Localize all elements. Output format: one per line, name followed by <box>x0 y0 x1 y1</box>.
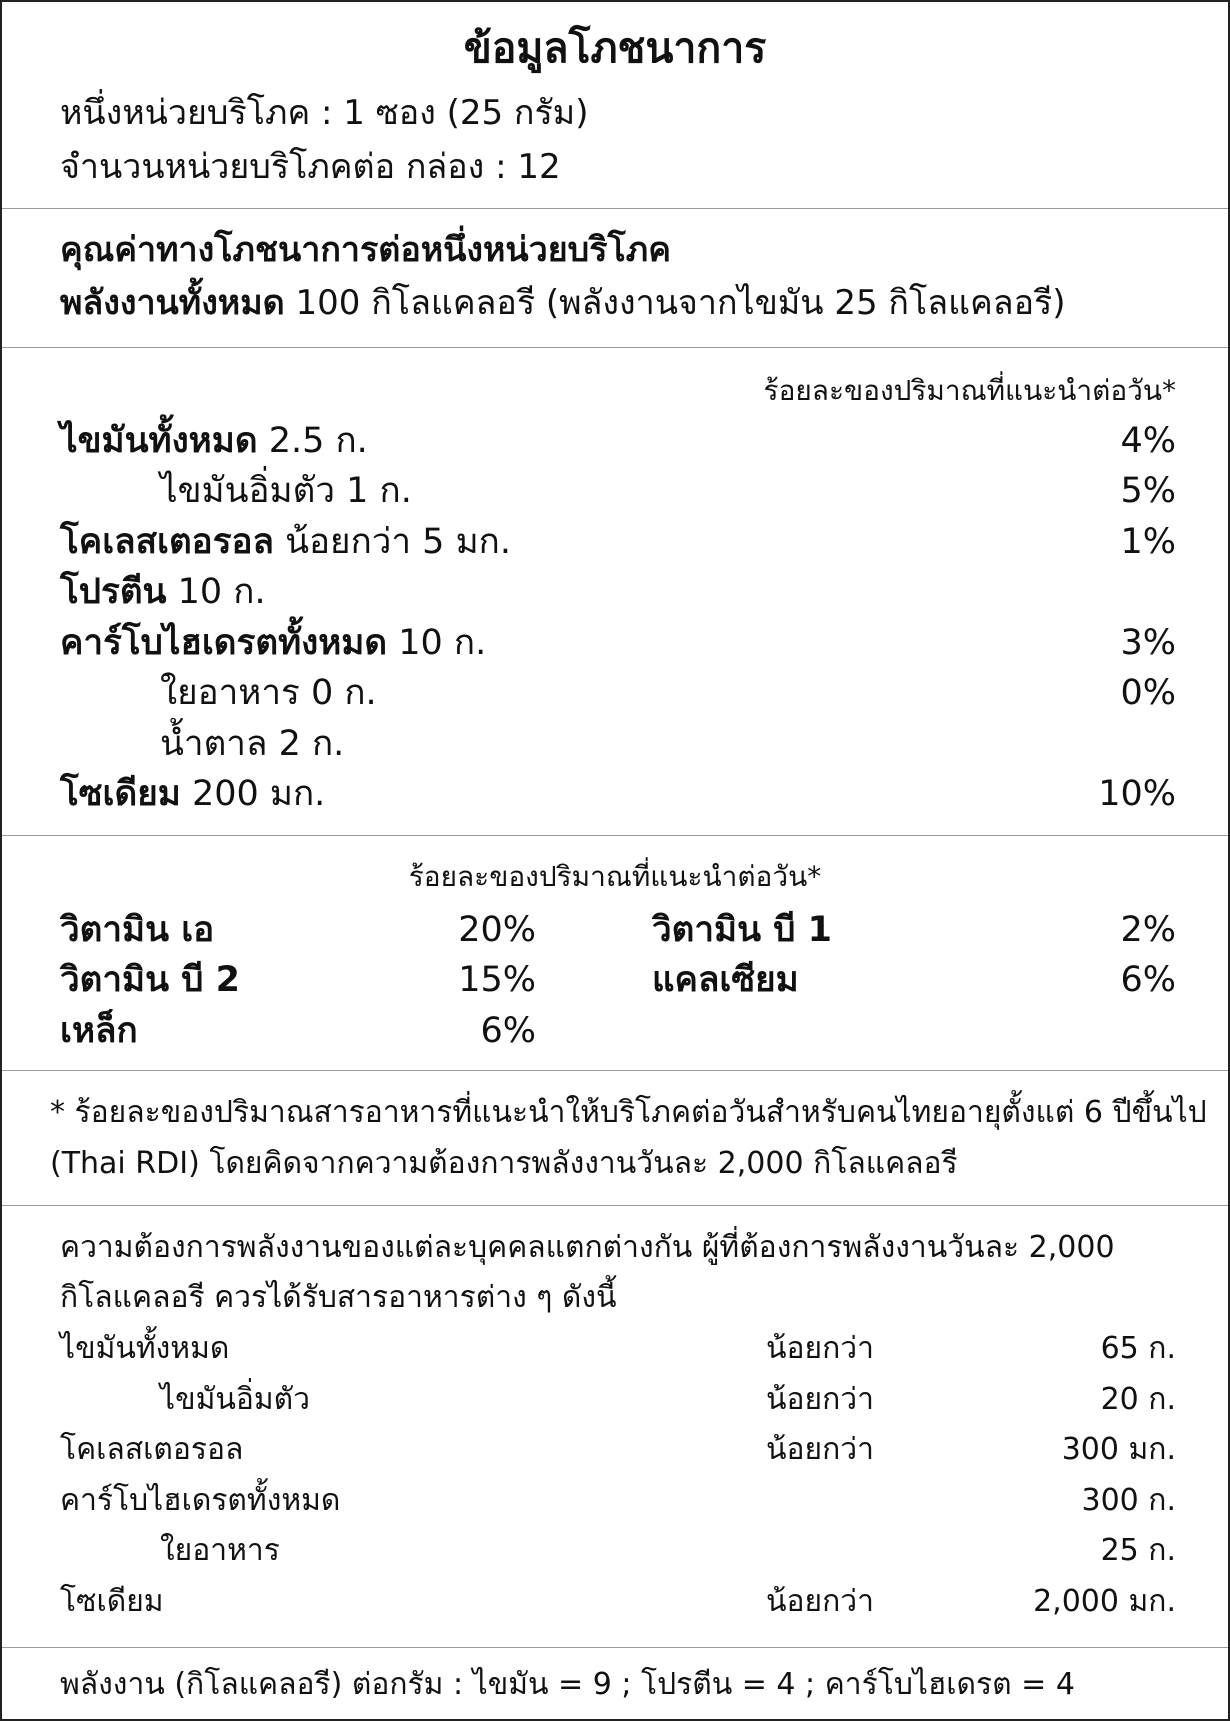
reference-value: 65 ก. <box>1100 1331 1176 1366</box>
label-header-section <box>2 2 1228 209</box>
nutrient-percent: 0% <box>1120 673 1176 713</box>
rdi-header: ร้อยละของปริมาณที่แนะนำต่อวัน* <box>763 374 1176 407</box>
energy-per-gram-section <box>2 1648 1228 1719</box>
vitamins-rdi-header: ร้อยละของปริมาณที่แนะนำต่อวัน* <box>408 860 822 893</box>
reference-section <box>2 1206 1228 1648</box>
reference-qualifier: น้อยกว่า <box>766 1382 874 1417</box>
nutrient-name: โคเลสเตอรอล <box>60 522 274 562</box>
nutrient-name: ไขมันทั้งหมด <box>60 421 258 461</box>
nutrient-percent: 1% <box>1120 522 1176 562</box>
mineral-name-calcium: แคลเซียม <box>652 960 799 1000</box>
nutrient-name: ใยอาหาร <box>160 673 300 713</box>
energy-per-gram: พลังงาน (กิโลแคลอรี) ต่อกรัม : ไขมัน = 9 ; โปรตีน = 4 ; คาร์โบไฮเดรต = 4 <box>60 1667 1075 1702</box>
nutrient-amount: น้อยกว่า 5 มก. <box>285 522 511 562</box>
serving-size: หนึ่งหน่วยบริโภค : 1 ซอง (25 กรัม) <box>60 93 589 133</box>
reference-value: 2,000 มก. <box>1033 1584 1176 1619</box>
reference-value: 20 ก. <box>1100 1382 1176 1417</box>
vitamin-name-b2: วิตามิน บี 2 <box>60 960 240 1000</box>
reference-intro-line-1: ความต้องการพลังงานของแต่ละบุคคลแตกต่างกัน ผู้ที่ต้องการพลังงานวันละ 2,000 <box>60 1230 1115 1265</box>
nutrients-section <box>2 348 1228 836</box>
footnote-section <box>2 1071 1228 1206</box>
total-energy-row <box>60 283 1066 323</box>
vitamins-section <box>2 836 1228 1071</box>
reference-name: โคเลสเตอรอล <box>60 1432 244 1467</box>
nutrient-row-cholesterol <box>60 522 511 562</box>
mineral-percent-calcium: 6% <box>1120 960 1176 1000</box>
reference-intro-line-2: กิโลแคลอรี ควรได้รับสารอาหารต่าง ๆ ดังนี้ <box>60 1280 617 1315</box>
reference-value: 25 ก. <box>1100 1533 1176 1568</box>
reference-name: คาร์โบไฮเดรตทั้งหมด <box>60 1483 341 1518</box>
nutrient-percent: 4% <box>1120 421 1176 461</box>
nutrient-amount: 10 ก. <box>177 572 266 612</box>
nutrient-row-carbohydrate <box>60 623 487 663</box>
total-energy-value: 100 กิโลแคลอรี (พลังงานจากไขมัน 25 กิโลแคลอรี) <box>295 283 1066 323</box>
servings-per-box: จำนวนหน่วยบริโภคต่อ กล่อง : 12 <box>60 147 561 187</box>
nutrient-name: โปรตีน <box>60 572 167 612</box>
reference-qualifier: น้อยกว่า <box>766 1331 874 1366</box>
mineral-name-iron: เหล็ก <box>60 1011 138 1051</box>
mineral-percent-iron: 6% <box>480 1011 536 1051</box>
nutrient-amount: 1 ก. <box>346 471 412 511</box>
vitamin-name-b1: วิตามิน บี 1 <box>652 910 832 950</box>
reference-name: ไขมันทั้งหมด <box>60 1331 230 1366</box>
nutrient-amount: 0 ก. <box>310 673 377 713</box>
nutrient-amount: 10 ก. <box>398 623 487 663</box>
reference-value: 300 มก. <box>1061 1432 1176 1467</box>
nutrient-amount: 2.5 ก. <box>268 421 368 461</box>
label-title: ข้อมูลโภชนาการ <box>463 24 767 72</box>
reference-qualifier: น้อยกว่า <box>766 1584 874 1619</box>
nutrient-row-fiber <box>160 673 377 713</box>
reference-name: ไขมันอิ่มตัว <box>160 1382 310 1417</box>
nutrient-row-sugar <box>160 724 345 764</box>
energy-section <box>2 209 1228 348</box>
vitamin-name-a: วิตามิน เอ <box>60 910 215 950</box>
nutrient-amount: 200 มก. <box>191 774 326 814</box>
total-energy-label: พลังงานทั้งหมด <box>60 283 285 323</box>
nutrient-name: น้ำตาล <box>160 724 268 764</box>
nutrient-name: ไขมันอิ่มตัว <box>160 471 335 511</box>
nutrient-name: คาร์โบไฮเดรตทั้งหมด <box>60 623 388 663</box>
reference-qualifier: น้อยกว่า <box>766 1432 874 1467</box>
reference-name: โซเดียม <box>60 1584 164 1619</box>
nutrient-amount: 2 ก. <box>278 724 345 764</box>
vitamin-percent-b2: 15% <box>458 960 536 1000</box>
nutrient-name: โซเดียม <box>60 774 181 814</box>
vitamin-percent-b1: 2% <box>1120 910 1176 950</box>
footnote-line-1: * ร้อยละของปริมาณสารอาหารที่แนะนำให้บริโภคต่อวันสำหรับคนไทยอายุตั้งแต่ 6 ปีขึ้นไป <box>50 1095 1207 1130</box>
reference-name: ใยอาหาร <box>160 1533 280 1568</box>
nutrient-percent: 10% <box>1098 774 1176 814</box>
nutrient-percent: 3% <box>1120 623 1176 663</box>
nutrient-row-total-fat <box>60 421 368 461</box>
footnote-line-2: (Thai RDI) โดยคิดจากความต้องการพลังงานวันละ 2,000 กิโลแคลอรี <box>50 1146 958 1181</box>
nutrient-row-saturated-fat <box>160 471 412 511</box>
per-serving-heading: คุณค่าทางโภชนาการต่อหนึ่งหน่วยบริโภค <box>60 230 671 270</box>
reference-value: 300 ก. <box>1081 1483 1176 1518</box>
nutrient-row-protein <box>60 572 266 612</box>
vitamin-percent-a: 20% <box>458 910 536 950</box>
nutrient-row-sodium <box>60 774 326 814</box>
nutrient-percent: 5% <box>1120 471 1176 511</box>
